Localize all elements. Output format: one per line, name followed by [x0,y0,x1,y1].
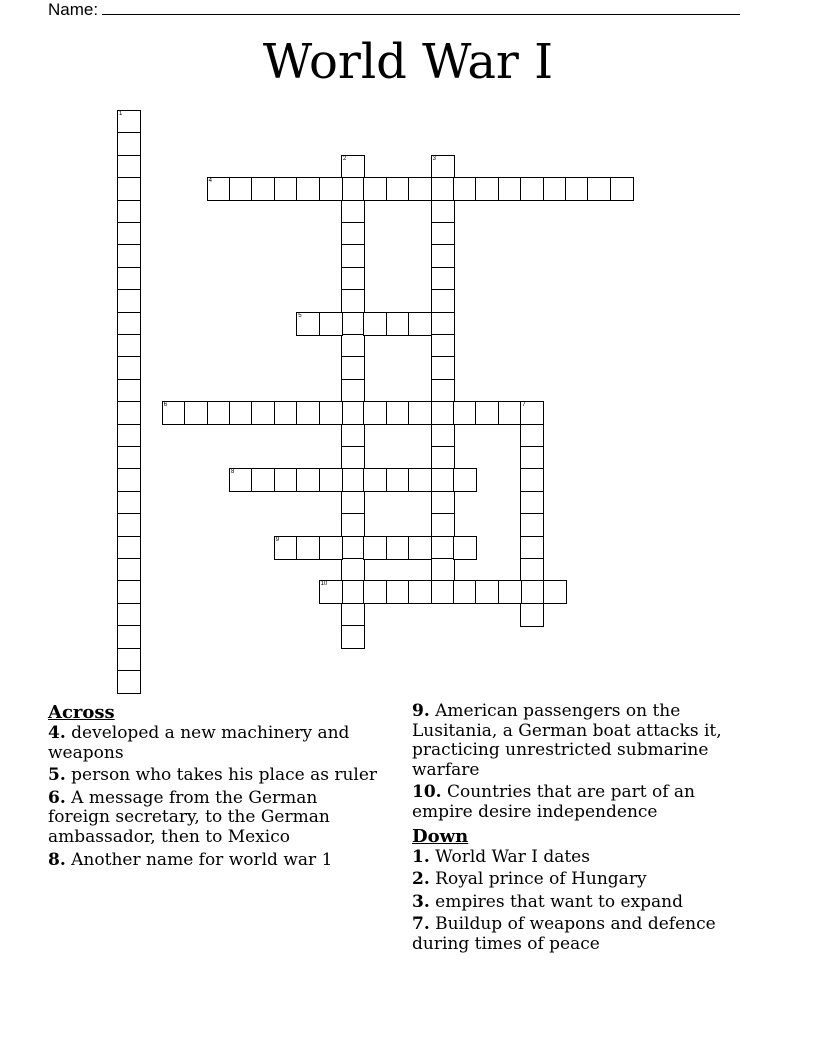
clue-item-text: person who takes his place as ruler [65,765,378,786]
clue-item-number: 8. [48,849,66,870]
grid-cell[interactable] [408,536,432,560]
clue-item-text: World War I dates [429,846,590,867]
grid-cell[interactable] [520,177,544,201]
across-heading: Across [48,702,115,723]
grid-cell[interactable] [251,468,275,492]
grid-cell[interactable] [341,491,365,515]
grid-cell[interactable] [520,558,544,582]
grid-cell[interactable] [341,424,365,448]
grid-cell[interactable] [453,177,477,201]
clue-item-number: 3. [412,891,430,912]
grid-cell[interactable] [498,580,522,604]
grid-cell[interactable] [341,200,365,224]
grid-cell[interactable] [117,491,141,515]
grid-cell[interactable] [117,334,141,358]
grid-cell[interactable] [117,536,141,560]
grid-cell[interactable] [296,401,320,425]
grid-cell[interactable] [520,536,544,560]
grid-cell[interactable] [229,468,253,492]
grid-cell[interactable] [475,580,499,604]
grid-cell[interactable] [207,401,231,425]
grid-cell[interactable] [341,580,365,604]
grid-cell[interactable] [341,334,365,358]
name-label: Name: [48,0,99,19]
grid-cell[interactable] [431,222,455,246]
grid-cell[interactable] [341,289,365,313]
grid-cell[interactable] [117,312,141,336]
grid-cell[interactable] [296,468,320,492]
page-title: World War I [262,34,554,90]
grid-cell[interactable] [386,177,410,201]
grid-cell[interactable] [117,200,141,224]
grid-cell[interactable] [117,468,141,492]
clue-item-text: developed a new machinery and weapons [48,723,350,763]
grid-cell[interactable] [408,401,432,425]
grid-cell[interactable] [408,177,432,201]
grid-cell[interactable] [431,312,455,336]
grid-cell[interactable] [117,379,141,403]
grid-cell[interactable] [431,513,455,537]
grid-cell[interactable] [117,446,141,470]
clue-item [48,789,378,848]
clues-column-right [412,702,742,958]
clue-number: 9 [275,536,280,543]
clue-item-text: A message from the German foreign secretary, to the German ambassador, then to Mexico [48,787,330,847]
grid-cell[interactable] [363,580,387,604]
clue-item-text: Royal prince of Hungary [429,869,647,890]
grid-cell[interactable] [319,536,343,560]
grid-cell[interactable] [386,536,410,560]
grid-cell[interactable] [453,468,477,492]
clue-item-number: 5. [48,765,66,786]
clue-item [48,766,378,786]
clue-item [412,915,742,954]
grid-cell[interactable] [341,267,365,291]
clue-item-text: Another name for world war 1 [65,849,333,870]
grid-cell[interactable] [520,491,544,515]
grid-cell[interactable] [117,267,141,291]
grid-cell[interactable] [431,536,455,560]
grid-cell[interactable] [520,468,544,492]
grid-cell[interactable] [117,513,141,537]
grid-cell[interactable] [117,177,141,201]
clue-item-number: 6. [48,787,66,808]
grid-cell[interactable] [117,648,141,672]
grid-cell[interactable] [117,401,141,425]
clue-number: 4 [208,178,212,185]
grid-cell[interactable] [117,603,141,627]
grid-cell[interactable] [207,177,231,201]
grid-cell[interactable] [408,580,432,604]
grid-cell[interactable] [363,536,387,560]
grid-cell[interactable] [229,401,253,425]
clue-item [48,851,378,871]
grid-cell[interactable] [117,424,141,448]
grid-cell[interactable] [408,468,432,492]
grid-cell[interactable] [341,177,365,201]
grid-cell[interactable] [431,289,455,313]
grid-cell[interactable] [117,132,141,156]
grid-cell[interactable] [117,222,141,246]
grid-cell[interactable] [117,155,141,179]
grid-cell[interactable] [520,513,544,537]
grid-cell[interactable] [341,356,365,380]
grid-cell[interactable] [431,155,455,179]
clue-item-number: 4. [48,723,66,743]
grid-cell[interactable] [117,558,141,582]
grid-cell[interactable] [319,312,343,336]
grid-cell[interactable] [341,513,365,537]
clue-number: 2 [343,155,347,162]
grid-cell[interactable] [341,625,365,649]
grid-cell[interactable] [431,558,455,582]
grid-cell[interactable] [296,536,320,560]
clue-number: 7 [522,402,526,409]
grid-cell[interactable] [341,558,365,582]
grid-cell[interactable] [296,177,320,201]
clue-number: 6 [163,402,168,409]
clue-number: 3 [432,155,436,162]
clue-item-text: American passengers on the Lusitania, a German boat attacks it, practicing unrestricted submarine warfare [412,701,722,780]
clue-item-text: Countries that are part of an empire desire independence [412,782,695,822]
grid-cell[interactable] [251,177,275,201]
grid-cell[interactable] [453,401,477,425]
grid-cell[interactable] [341,222,365,246]
grid-cell[interactable] [386,312,410,336]
grid-cell[interactable] [386,468,410,492]
grid-cell[interactable] [431,200,455,224]
grid-cell[interactable] [274,536,298,560]
grid-cell[interactable] [341,312,365,336]
clue-item-number: 9. [412,701,430,721]
grid-cell[interactable] [319,580,343,604]
grid-cell[interactable] [162,401,186,425]
clue-number: 8 [231,469,235,476]
grid-cell[interactable] [117,289,141,313]
clue-item-number: 10. [412,782,442,803]
grid-cell[interactable] [319,177,343,201]
grid-cell[interactable] [319,401,343,425]
grid-cell[interactable] [520,401,544,425]
grid-cell[interactable] [431,491,455,515]
grid-cell[interactable] [520,603,544,627]
clue-item-text: empires that want to expand [429,891,683,912]
grid-cell[interactable] [117,580,141,604]
grid-cell[interactable] [341,244,365,268]
grid-cell[interactable] [610,177,634,201]
clue-item [412,783,742,822]
grid-cell[interactable] [475,177,499,201]
grid-cell[interactable] [117,110,141,134]
grid-cell[interactable] [296,312,320,336]
grid-cell[interactable] [498,401,522,425]
grid-cell[interactable] [274,468,298,492]
clue-item [412,702,742,780]
grid-cell[interactable] [117,625,141,649]
grid-cell[interactable] [341,379,365,403]
grid-cell[interactable] [431,334,455,358]
clue-item [412,848,742,868]
grid-cell[interactable] [520,580,544,604]
clue-item [412,893,742,913]
grid-cell[interactable] [341,401,365,425]
grid-cell[interactable] [431,356,455,380]
grid-cell[interactable] [543,177,567,201]
clue-item-text: Buildup of weapons and defence during times of peace [412,914,716,954]
grid-cell[interactable] [341,468,365,492]
grid-cell[interactable] [520,424,544,448]
grid-cell[interactable] [117,670,141,694]
clue-number: 5 [298,312,302,319]
grid-cell[interactable] [319,468,343,492]
clue-number: 10 [320,581,328,588]
grid-cell[interactable] [117,244,141,268]
grid-cell[interactable] [341,603,365,627]
grid-cell[interactable] [251,401,275,425]
grid-cell[interactable] [184,401,208,425]
clue-item-number: 1. [412,846,430,867]
grid-cell[interactable] [274,177,298,201]
grid-cell[interactable] [431,468,455,492]
grid-cell[interactable] [386,580,410,604]
grid-cell[interactable] [498,177,522,201]
grid-cell[interactable] [431,379,455,403]
grid-cell[interactable] [363,468,387,492]
grid-cell[interactable] [363,312,387,336]
grid-cell[interactable] [453,580,477,604]
grid-cell[interactable] [587,177,611,201]
grid-cell[interactable] [431,244,455,268]
clue-item-number: 7. [412,914,430,935]
grid-cell[interactable] [341,155,365,179]
grid-cell[interactable] [565,177,589,201]
grid-cell[interactable] [408,312,432,336]
grid-cell[interactable] [341,446,365,470]
grid-cell[interactable] [475,401,499,425]
grid-cell[interactable] [341,536,365,560]
grid-cell[interactable] [431,424,455,448]
clue-item-number: 2. [412,869,430,890]
clue-number: 1 [119,111,123,117]
grid-cell[interactable] [453,536,477,560]
clues-column-left [48,702,378,873]
grid-cell[interactable] [117,356,141,380]
grid-cell[interactable] [543,580,567,604]
clue-item [412,870,742,890]
grid-cell[interactable] [431,401,455,425]
grid-cell[interactable] [363,177,387,201]
grid-cell[interactable] [431,267,455,291]
grid-cell[interactable] [431,580,455,604]
grid-cell[interactable] [363,401,387,425]
grid-cell[interactable] [431,446,455,470]
grid-cell[interactable] [520,446,544,470]
grid-cell[interactable] [229,177,253,201]
grid-cell[interactable] [386,401,410,425]
grid-cell[interactable] [274,401,298,425]
grid-cell[interactable] [431,177,455,201]
clue-item [48,724,378,763]
down-heading: Down [412,825,469,847]
